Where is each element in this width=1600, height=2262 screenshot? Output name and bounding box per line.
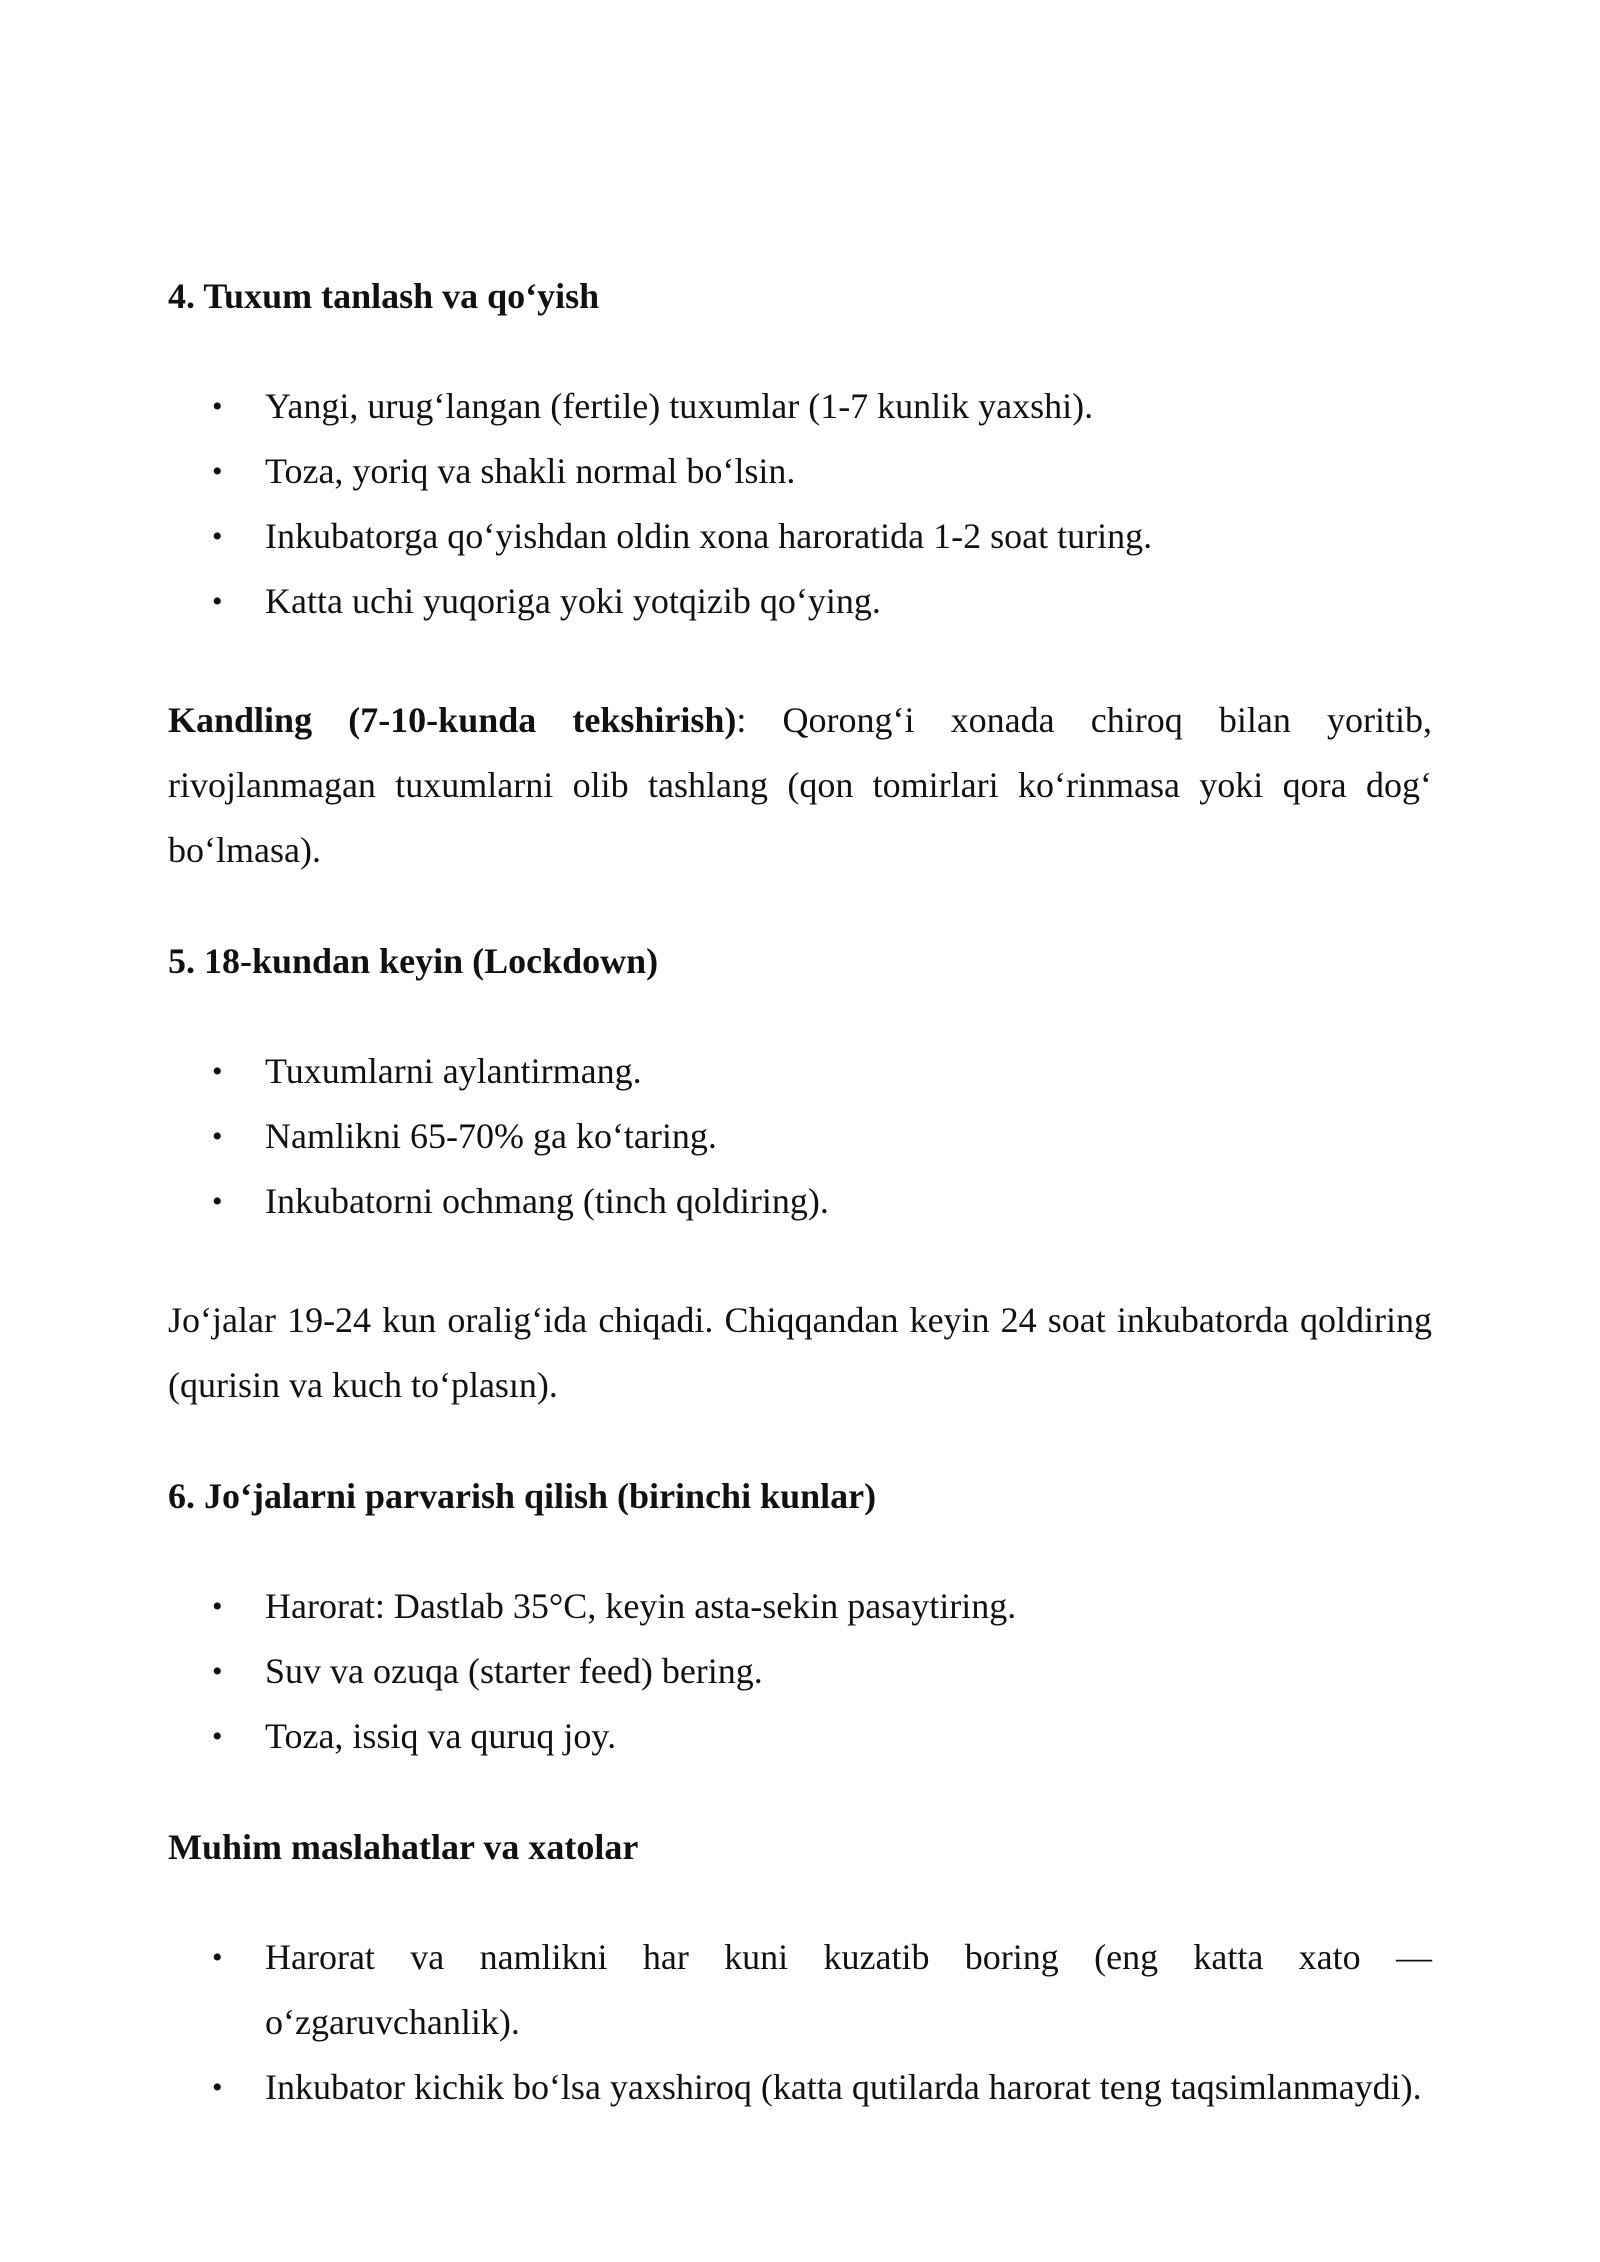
list-item — [168, 374, 1432, 439]
bullet-icon: • — [212, 1720, 223, 1753]
bullet-icon: • — [212, 1185, 223, 1218]
list-item — [168, 1639, 1432, 1704]
list-item-text: Tuxumlarni aylantirmang. — [265, 1051, 642, 1091]
list-item-text: Yangi, urug‘langan (fertile) tuxumlar (1-7 kunlik yaxshi). — [265, 386, 1094, 426]
bullet-icon: • — [212, 455, 223, 488]
list-item-text: Suv va ozuqa (starter feed) bering. — [265, 1651, 763, 1691]
section-heading: 5. 18-kundan keyin (Lockdown) — [168, 941, 659, 981]
list-item-text: Inkubatorni ochmang (tinch qoldiring). — [265, 1181, 829, 1221]
list-item — [168, 1039, 1432, 1104]
bullet-icon: • — [212, 585, 223, 618]
list-item-text: Toza, yoriq va shakli normal bo‘lsin. — [265, 451, 796, 491]
bullet-icon: • — [212, 1590, 223, 1623]
list-item-text: Inkubator kichik bo‘lsa yaxshiroq (katta qutilarda harorat teng taqsimlanmaydi). — [265, 2067, 1422, 2107]
list-item-text: Katta uchi yuqoriga yoki yotqizib qo‘ying. — [265, 581, 881, 621]
bullet-icon: • — [212, 1120, 223, 1153]
bullet-icon: • — [212, 1941, 223, 1974]
bullet-list — [168, 1925, 1432, 2120]
section-heading: Muhim maslahatlar va xatolar — [168, 1827, 639, 1867]
section-heading: 6. Jo‘jalarni parvarish qilish (birinchi kunlar) — [168, 1476, 877, 1516]
bullet-icon: • — [212, 2071, 223, 2104]
list-item — [168, 1925, 1432, 2055]
list-item-text: Harorat va namlikni har kuni kuzatib boring (eng katta xato — o‘zgaruvchanlik). — [265, 1937, 1432, 2042]
list-item-text: Inkubatorga qo‘yishdan oldin xona haroratida 1-2 soat turing. — [265, 516, 1153, 556]
list-item-text: Namlikni 65-70% ga ko‘taring. — [265, 1116, 717, 1156]
list-item — [168, 1574, 1432, 1639]
candling-label: Kandling (7-10-kunda tekshirish) — [168, 700, 737, 740]
section-heading: 4. Tuxum tanlash va qo‘yish — [168, 276, 600, 316]
list-item — [168, 1169, 1432, 1234]
candling-text: : Qorong‘i xonada chiroq bilan yoritib, rivojlanmagan tuxumlarni olib tashlang (qon tomirlari ko‘rinmasa yoki qora dog‘ bo‘lmasa). — [168, 700, 1432, 870]
list-item — [168, 504, 1432, 569]
bullet-icon: • — [212, 390, 223, 423]
list-item — [168, 439, 1432, 504]
list-item — [168, 1704, 1432, 1769]
bullet-icon: • — [212, 1055, 223, 1088]
list-item-text: Toza, issiq va quruq joy. — [265, 1716, 617, 1756]
list-item — [168, 1104, 1432, 1169]
bullet-list — [168, 374, 1432, 634]
hatching-paragraph: Jo‘jalar 19-24 kun oralig‘ida chiqadi. Chiqqandan keyin 24 soat inkubatorda qoldiring (qurisin va kuch to‘plasın). — [168, 1300, 1432, 1405]
bullet-list — [168, 1039, 1432, 1234]
list-item — [168, 2055, 1432, 2120]
candling-paragraph — [168, 688, 1432, 883]
list-item — [168, 569, 1432, 634]
bullet-icon: • — [212, 520, 223, 553]
bullet-list — [168, 1574, 1432, 1769]
list-item-text: Harorat: Dastlab 35°C, keyin asta-sekin pasaytiring. — [265, 1586, 1017, 1626]
bullet-icon: • — [212, 1655, 223, 1688]
